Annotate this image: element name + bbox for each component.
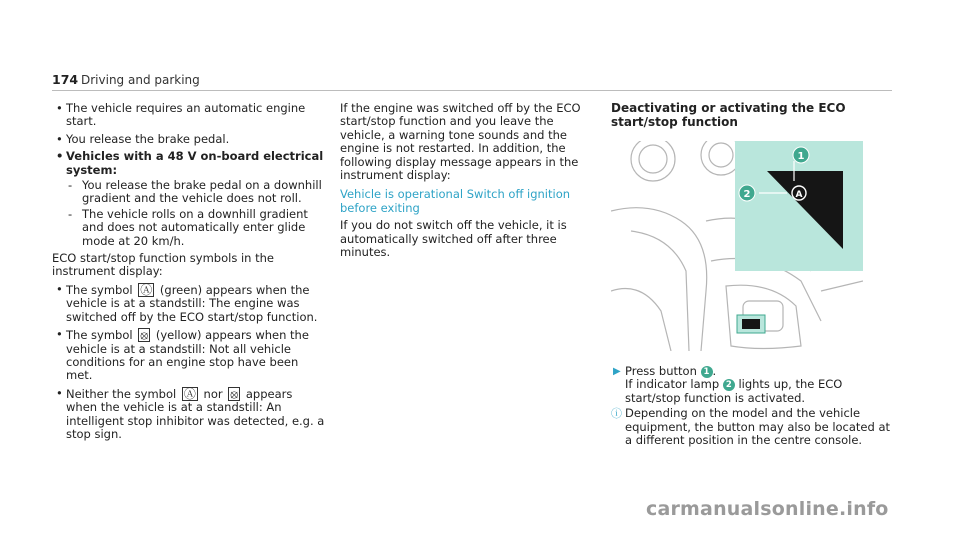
sub-list-item: - You release the brake pedal on a downhill gradient and the vehicle does not roll. <box>68 178 322 206</box>
eco-start-stop-icon: Ⓐ <box>140 282 153 297</box>
display-message: Vehicle is operational Switch off ignition before exiting <box>340 187 571 215</box>
svg-text:A: A <box>795 190 803 200</box>
column-left <box>52 102 325 441</box>
callout-1: 1 <box>797 151 805 162</box>
list-item-symbol-yellow: • The symbol ⦻ (yellow) appears when the vehicle is at a standstill: Not all vehicle conditions for an engine stop have been met. <box>56 327 309 383</box>
section-heading: Deactivating or activating the ECO start/stop function <box>611 101 846 129</box>
callout-2-ref: 2 <box>723 379 735 391</box>
engine-off-paragraph: If the engine was switched off by the ECO start/stop function and you leave the vehicle, a warning tone sounds and the engine is not restarted. In addition, the following display message appears in the instrument display: <box>340 101 581 183</box>
instruction-step: ▶ Press button 1 . If indicator lamp 2 lights up, the ECO start/stop function is activated. <box>613 364 843 405</box>
watermark: carmanualsonline.info <box>646 498 889 520</box>
sub-list-item: - The vehicle rolls on a downhill gradient and does not automatically enter glide mode at 20 km/h. <box>68 206 308 248</box>
auto-off-paragraph: If you do not switch off the vehicle, it is automatically switched off after three minutes. <box>340 218 567 260</box>
symbols-intro: ECO start/stop function symbols in the instrument display: <box>52 251 274 279</box>
centre-console-illustration <box>611 141 863 351</box>
step-arrow-icon: ▶ <box>613 366 621 377</box>
eco-start-stop-crossed-icon: ⦻ <box>140 328 149 343</box>
list-item-symbol-green: • The symbol Ⓐ (green) appears when the vehicle is at a standstill: The engine was switched off by the ECO start/stop function. <box>56 281 318 324</box>
eco-start-stop-crossed-icon: ⦻ <box>230 386 239 401</box>
info-note: ⓘ Depending on the model and the vehicle equipment, the button may also be located at a different position in the centre console. <box>611 406 891 448</box>
page-header <box>52 72 892 92</box>
callout-2: 2 <box>743 189 751 200</box>
column-right <box>611 102 894 447</box>
page-number: 174 <box>52 72 79 87</box>
header-rule <box>52 90 892 91</box>
list-item-48v: • Vehicles with a 48 V on-board electrical system: <box>56 149 324 177</box>
list-item: • You release the brake pedal. <box>56 131 230 146</box>
console-drawing <box>611 141 863 351</box>
info-icon: ⓘ <box>611 407 622 421</box>
section-title: Driving and parking <box>81 73 200 87</box>
list-item-symbol-neither: • Neither the symbol Ⓐ nor ⦻ appears when the vehicle is at a standstill: An intelligent stop inhibitor was detected, e.g. a stop sign. <box>56 385 325 441</box>
eco-start-stop-icon: Ⓐ <box>183 386 196 401</box>
callout-1-ref: 1 <box>701 366 713 378</box>
column-middle <box>340 102 595 263</box>
list-item: • The vehicle requires an automatic engine start. <box>56 101 306 129</box>
